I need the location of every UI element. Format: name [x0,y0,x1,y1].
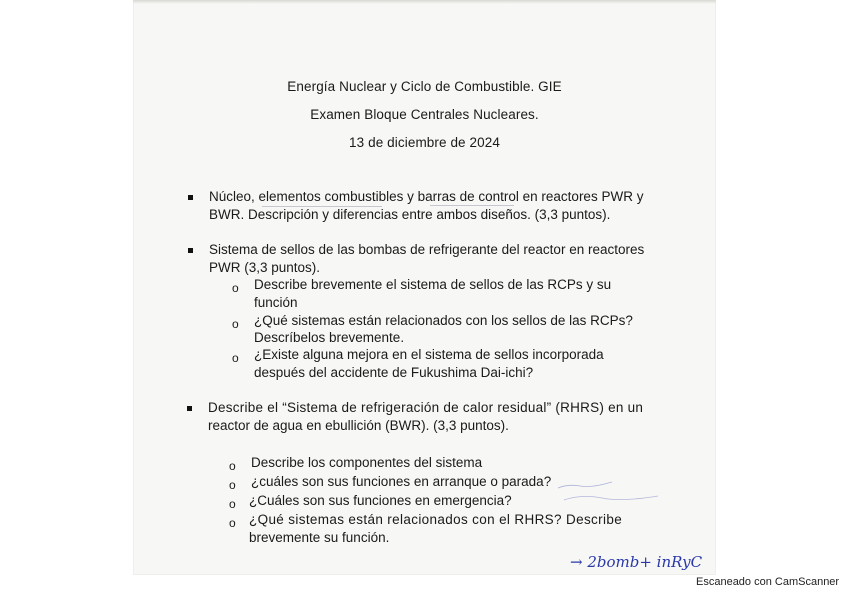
handwritten-scribble-icon [550,480,670,510]
question-1-line-2: BWR. Descripción y diferencias entre ambos diseños. (3,3 puntos). [209,207,611,222]
q3-sub-3: ¿Cuáles son sus funciones en emergencia? [249,493,512,508]
exam-date: 13 de diciembre de 2024 [349,135,500,150]
exam-title: Examen Bloque Centrales Nucleares. [310,107,539,122]
pencil-underline [430,205,514,206]
course-title: Energía Nuclear y Ciclo de Combustible. GIE [287,79,562,94]
sub-item-marker: o [229,478,236,492]
bullet-marker [187,406,192,411]
sub-item-marker: o [232,317,239,331]
sub-item-marker: o [229,497,236,511]
bullet-marker [188,248,193,253]
q3-sub-1: Describe los componentes del sistema [251,455,483,470]
bullet-marker [188,195,193,200]
sub-item-marker: o [229,516,236,530]
q2-sub-1-line-1: Describe brevemente el sistema de sellos de las RCPs y su [254,277,612,292]
question-1-line-1: Núcleo, elementos combustibles y barras de control en reactores PWR y [209,189,644,204]
q2-sub-3-line-1: ¿Existe alguna mejora en el sistema de sellos incorporada [254,347,604,362]
q2-sub-3-line-2: después del accidente de Fukushima Dai-ichi? [254,365,534,380]
handwritten-note: → 2bomb+ inRyC [570,553,703,571]
pencil-underline [262,206,382,207]
sub-item-marker: o [232,351,239,365]
scan-edge-shadow [133,0,716,4]
sub-item-marker: o [232,281,239,295]
question-3-line-2: reactor de agua en ebullición (BWR). (3,3 puntos). [208,418,509,433]
question-3-line-1: Describe el “Sistema de refrigeración de calor residual” (RHRS) en un [208,400,644,415]
q2-sub-2-line-1: ¿Qué sistemas están relacionados con los sellos de las RCPs? [254,313,633,328]
q2-sub-1-line-2: función [254,295,298,310]
question-2-line-1: Sistema de sellos de las bombas de refrigerante del reactor en reactores [209,242,645,257]
q3-sub-4-line-1: ¿Qué sistemas están relacionados con el RHRS? Describe [249,512,623,527]
q3-sub-4-line-2: brevemente su función. [249,530,390,545]
camscanner-footer: Escaneado con CamScanner [696,576,840,588]
sub-item-marker: o [229,459,236,473]
question-2-line-2: PWR (3,3 puntos). [209,260,321,275]
q3-sub-2: ¿cuáles son sus funciones en arranque o parada? [251,474,552,489]
q2-sub-2-line-2: Descríbelos brevemente. [254,330,405,345]
